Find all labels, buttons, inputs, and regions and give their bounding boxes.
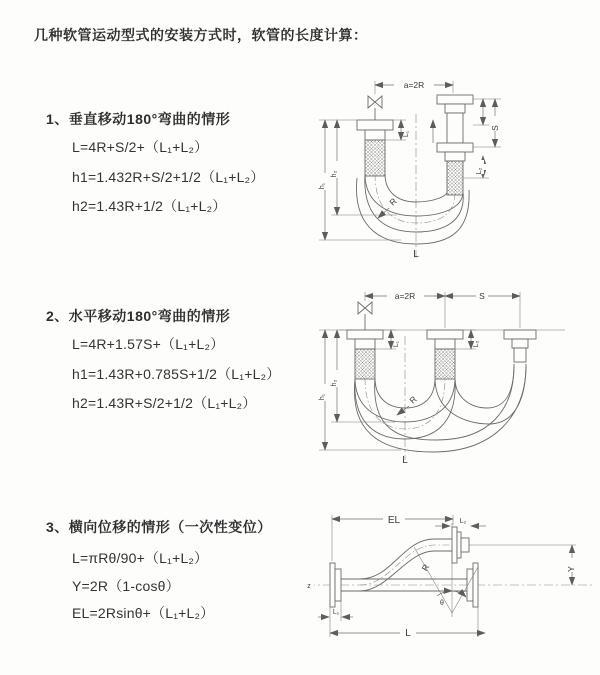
dim-label-h2: h₂ — [331, 170, 338, 178]
dim-h1 — [317, 120, 401, 240]
displaced-hose-s-curve — [360, 527, 469, 591]
valve-icon — [368, 96, 382, 108]
braided-hose-section — [355, 349, 375, 379]
section1-formula-h1: h1=1.432R+S/2+1/2（L₁+L₂） — [72, 169, 265, 185]
dim-label-r: R — [387, 196, 399, 208]
middle-pipe — [427, 330, 463, 379]
section3-formula-y: Y=2R（1-cosθ） — [72, 578, 180, 594]
dim-label-l-total: L — [402, 455, 408, 466]
dim-label-s: S — [490, 125, 500, 131]
dim-l2 — [463, 156, 489, 178]
dim-label-r: R — [407, 394, 419, 406]
section2-formula-l: L=4R+1.57S+（L₁+L₂） — [72, 336, 225, 352]
dim-label-h1: h₁ — [319, 393, 326, 401]
diagram-vertical-180-bend — [305, 68, 595, 263]
angle-label-theta: θ — [440, 600, 444, 607]
dim-l-total — [330, 607, 485, 639]
section2-formula-h2: h2=1.43R+S/2+1/2（L₁+L₂） — [72, 395, 257, 411]
braided-hose-section — [435, 349, 455, 379]
dim-label-l1: L₁ — [393, 340, 400, 348]
section1-formula-l: L=4R+S/2+（L₁+L₂） — [72, 139, 209, 155]
dim-label-span: a=2R — [394, 291, 416, 301]
section1-formula-h2: h2=1.43R+1/2（L₁+L₂） — [72, 198, 227, 214]
dim-label-h1: h₁ — [319, 182, 326, 190]
right-moving-pipe — [433, 95, 473, 195]
diagram-horizontal-180-bend — [303, 282, 598, 467]
diagram-lateral-displacement — [300, 505, 600, 650]
dim-label-y: Y — [566, 566, 576, 572]
dim-label-l1: L₁ — [332, 609, 340, 616]
dim-label-l2: L₂ — [459, 518, 467, 525]
section2-heading: 2、水平移动180°弯曲的情形 — [46, 308, 231, 324]
dim-label-el: EL — [387, 515, 401, 526]
dim-label-span: a=2R — [403, 80, 425, 90]
section1-heading: 1、垂直移动180°弯曲的情形 — [46, 111, 231, 127]
dim-el — [332, 512, 453, 561]
dim-label-h2: h₂ — [331, 379, 338, 387]
dim-span — [375, 79, 453, 94]
left-pipe-with-valve — [347, 302, 383, 379]
dim-label-r: R — [419, 562, 432, 573]
page-title: 几种软管运动型式的安装方式时，软管的长度计算： — [34, 27, 368, 43]
braided-hose-section — [447, 161, 463, 195]
radius-leader — [397, 394, 419, 415]
left-pipe-with-valve — [357, 96, 393, 176]
dim-label-l2: L₂ — [473, 340, 480, 348]
section2-formula-h1: h1=1.43R+0.785S+1/2（L₁+L₂） — [72, 366, 281, 382]
dim-label-l-total: L — [413, 249, 419, 260]
section3-heading: 3、横向位移的情形（一次性变位） — [46, 519, 272, 535]
dim-label-l1: L₁ — [403, 130, 410, 138]
dim-label-l: L — [405, 628, 411, 639]
dim-stroke-s — [445, 291, 520, 302]
centerline-z-mark: z — [307, 583, 311, 590]
section3-formula-l: L=πRθ/90+（L₁+L₂） — [72, 550, 209, 566]
dim-label-l2: L₂ — [476, 167, 483, 175]
dim-stroke-s — [473, 99, 501, 147]
dim-label-s: S — [479, 291, 485, 301]
right-flange-moved — [504, 330, 536, 362]
dim-y — [469, 545, 577, 585]
braided-hose-section — [365, 140, 385, 176]
section3-formula-el: EL=2Rsinθ+（L₁+L₂） — [72, 605, 215, 621]
valve-icon — [358, 302, 372, 314]
